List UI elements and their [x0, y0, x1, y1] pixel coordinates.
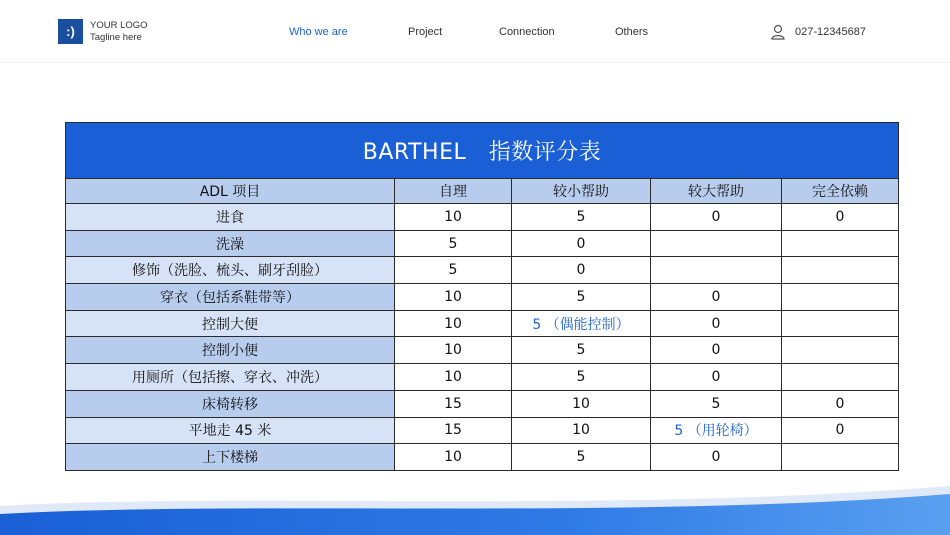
table-cell: 5 [512, 337, 651, 364]
table-cell: 5 [651, 390, 782, 417]
table-cell: 0 [782, 390, 899, 417]
table-cell: 10 [395, 337, 512, 364]
column-header: 完全依赖 [782, 179, 899, 204]
table-cell: 0 [651, 284, 782, 311]
table-cell: 5 [395, 230, 512, 257]
row-label: 控制大便 [66, 310, 395, 337]
table-cell: 10 [395, 310, 512, 337]
top-header [0, 0, 950, 63]
logo-icon[interactable]: :) [58, 19, 83, 44]
table-cell-highlight: 5 （偶能控制） [512, 310, 651, 337]
nav-connection[interactable]: Connection [499, 26, 555, 38]
table-cell: 5 [512, 284, 651, 311]
column-header: 较大帮助 [651, 179, 782, 204]
table-title: BARTHEL 指数评分表 [66, 123, 899, 179]
nav-who-we-are[interactable]: Who we are [289, 26, 348, 38]
table-cell: 5 [512, 444, 651, 471]
barthel-table-container [65, 122, 898, 471]
table-row [66, 364, 899, 391]
table-cell: 5 [395, 257, 512, 284]
logo-tagline: Tagline here [90, 31, 142, 43]
table-cell: 15 [395, 417, 512, 444]
table-cell-highlight: 5 （用轮椅） [651, 417, 782, 444]
table-cell: 0 [512, 257, 651, 284]
table-cell: 10 [395, 364, 512, 391]
row-label: 用厕所（包括擦、穿衣、冲洗） [66, 364, 395, 391]
table-cell: 10 [395, 444, 512, 471]
nav-project[interactable]: Project [408, 26, 443, 38]
table-cell [651, 230, 782, 257]
table-cell [782, 230, 899, 257]
row-label: 穿衣（包括系鞋带等） [66, 284, 395, 311]
table-row [66, 230, 899, 257]
table-cell: 10 [512, 417, 651, 444]
table-cell: 0 [512, 230, 651, 257]
column-header: ADL 项目 [66, 179, 395, 204]
phone-number: 027-12345687 [795, 26, 866, 38]
row-label: 床椅转移 [66, 390, 395, 417]
column-header: 较小帮助 [512, 179, 651, 204]
table-cell [782, 310, 899, 337]
table-row [66, 284, 899, 311]
table-cell [782, 257, 899, 284]
table-cell: 5 [512, 364, 651, 391]
table-cell [782, 284, 899, 311]
row-label: 进食 [66, 204, 395, 231]
row-label: 洗澡 [66, 230, 395, 257]
table-cell: 0 [651, 204, 782, 231]
table-row [66, 337, 899, 364]
barthel-table [65, 122, 899, 471]
table-cell: 0 [651, 310, 782, 337]
bottom-wave-decoration [0, 480, 950, 535]
table-cell: 10 [512, 390, 651, 417]
table-row [66, 310, 899, 337]
table-cell [782, 444, 899, 471]
row-label: 上下楼梯 [66, 444, 395, 471]
table-title-row [66, 123, 899, 179]
table-cell [651, 257, 782, 284]
row-label: 修饰（洗脸、梳头、刷牙刮脸） [66, 257, 395, 284]
table-cell: 0 [651, 337, 782, 364]
table-cell: 0 [651, 444, 782, 471]
row-label: 控制小便 [66, 337, 395, 364]
table-cell: 10 [395, 284, 512, 311]
column-header: 自理 [395, 179, 512, 204]
table-cell: 0 [651, 364, 782, 391]
nav-others[interactable]: Others [615, 26, 649, 38]
table-cell: 0 [782, 204, 899, 231]
table-cell [782, 364, 899, 391]
user-icon [771, 24, 785, 40]
table-row [66, 204, 899, 231]
logo-title: YOUR LOGO [90, 20, 148, 31]
table-cell [782, 337, 899, 364]
table-row [66, 390, 899, 417]
table-cell: 0 [782, 417, 899, 444]
table-row [66, 417, 899, 444]
logo-text [90, 20, 148, 43]
table-cell: 5 [512, 204, 651, 231]
table-row [66, 444, 899, 471]
table-row [66, 257, 899, 284]
table-cell: 15 [395, 390, 512, 417]
table-cell: 10 [395, 204, 512, 231]
row-label: 平地走 45 米 [66, 417, 395, 444]
table-header-row [66, 179, 899, 204]
